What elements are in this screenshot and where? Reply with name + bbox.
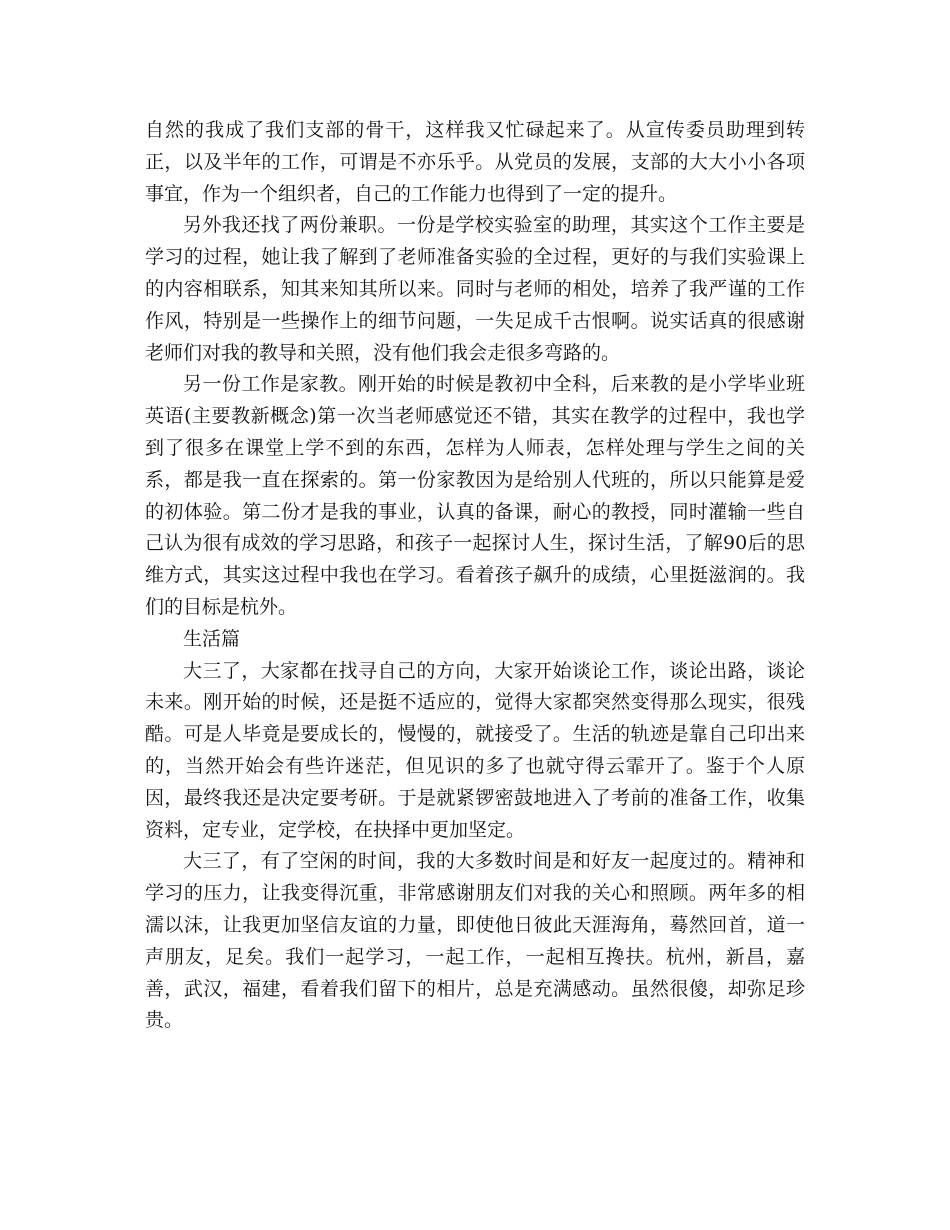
paragraph-tutoring: 另一份工作是家教。刚开始的时候是教初中全科，后来教的是小学毕业班英语(主要教新概念)第一次当老师感觉还不错，其实在教学的过程中，我也学到了很多在课堂上学不到的东西，怎样为人师表，怎样处理与学生之间的关系，都是我一直在探索的。第一份家教因为是给别人代班的，所以只能算是爱的初体验。第二份才是我的事业，认真的备课，耐心的教授，同时灌输一些自己认为很有成效的学习思路，和孩子一起探讨人生，探讨生活，了解90后的思维方式，其实这过程中我也在学习。看着孩子飙升的成绩，心里挺滋润的。我们的目标是杭外。 — [145, 373, 805, 618]
section-heading-life: 生活篇 — [183, 627, 241, 650]
document-body — [145, 115, 805, 1037]
paragraph-friendship: 大三了，有了空闲的时间，我的大多数时间是和好友一起度过的。精神和学习的压力，让我变得沉重，非常感谢朋友们对我的关心和照顾。两年多的相濡以沫，让我更加坚信友谊的力量，即使他日彼此天涯海角，蓦然回首，道一声朋友，足矣。我们一起学习，一起工作，一起相互搀扶。杭州，新昌，嘉善，武汉，福建，看着我们留下的相片，总是充满感动。虽然很傻，却弥足珍贵。 — [145, 850, 805, 1032]
paragraph-junior-year-direction: 大三了，大家都在找寻自己的方向，大家开始谈论工作，谈论出路，谈论未来。刚开始的时候，还是挺不适应的，觉得大家都突然变得那么现实，很残酷。可是人毕竟是要成长的，慢慢的，就接受了。生活的轨迹是靠自己印出来的，当然开始会有些许迷茫，但见识的多了也就守得云霏开了。鉴于个人原因，最终我还是决定要考研。于是就紧锣密鼓地进入了考前的准备工作，收集资料，定专业，定学校，在抉择中更加坚定。 — [145, 659, 805, 841]
paragraph-lab-assistant: 另外我还找了两份兼职。一份是学校实验室的助理，其实这个工作主要是学习的过程，她让我了解到了老师准备实验的全过程，更好的与我们实验课上的内容相联系，知其来知其所以来。同时与老师的相处，培养了我严谨的工作作风，特别是一些操作上的细节问题，一失足成千古恨啊。说实话真的很感谢老师们对我的教导和关照，没有他们我会走很多弯路的。 — [145, 214, 805, 364]
paragraph-party-branch: 自然的我成了我们支部的骨干，这样我又忙碌起来了。从宣传委员助理到转正，以及半年的工作，可谓是不亦乐乎。从党员的发展，支部的大大小小各项事宜，作为一个组织者，自己的工作能力也得到了一定的提升。 — [145, 119, 805, 205]
